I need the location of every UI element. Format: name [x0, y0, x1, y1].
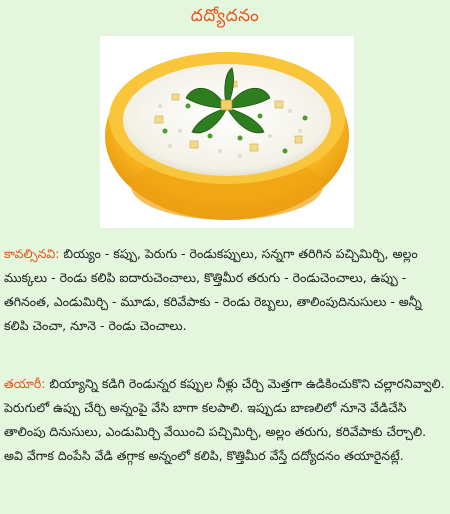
method-section — [4, 372, 446, 468]
recipe-title: దద్యోదనం — [190, 6, 260, 26]
ingredients-section — [4, 242, 446, 338]
ingredients-text: బియ్యం - కప్పు, పెరుగు - రెండుకప్పులు, సన్నగా తరిగిన పచ్చిమిర్చి, అల్లం ముక్కలు - రెండు కలిపి ఐదారుచెంచాలు, కొత్తిమీర తరుగు - రెండుచెంచాలు, ఉప్పు - తగినంత, ఎండుమిర్చి - మూడు, కరివేపాకు - రెండు రెబ్బలు, తాలింపుదినుసులు - అన్నీ కలిపి చెంచా, నూనె - రెండు చెంచాలు. — [4, 246, 422, 333]
method-text: బియ్యాన్ని కడిగి రెండున్నర కప్పుల నీళ్లు చేర్చి మెత్తగా ఉడికించుకొని చల్లారనివ్వాలి. పెరుగులో ఉప్పు చేర్చి అన్నంపై వేసి బాగా కలపాలి. ఇప్పుడు బాణలిలో నూనె వేడిచేసి తాలింపు దినుసులు, ఎండుమిర్చి వేయించి పచ్చిమిర్చి, అల్లం తరుగు, కరివేపాకు చేర్చాలి. అవి వేగాక దింపేసి వేడి తగ్గాక అన్నంలో కలిపి, కొత్తిమీర వేస్తే దద్యోదనం తయారైనట్లే. — [4, 376, 445, 463]
curd-rice-bowl-image — [100, 36, 354, 228]
method-label: తయారీ: — [4, 376, 46, 391]
dish-photo — [100, 36, 354, 228]
ingredients-label: కావల్సినవి: — [4, 246, 60, 261]
